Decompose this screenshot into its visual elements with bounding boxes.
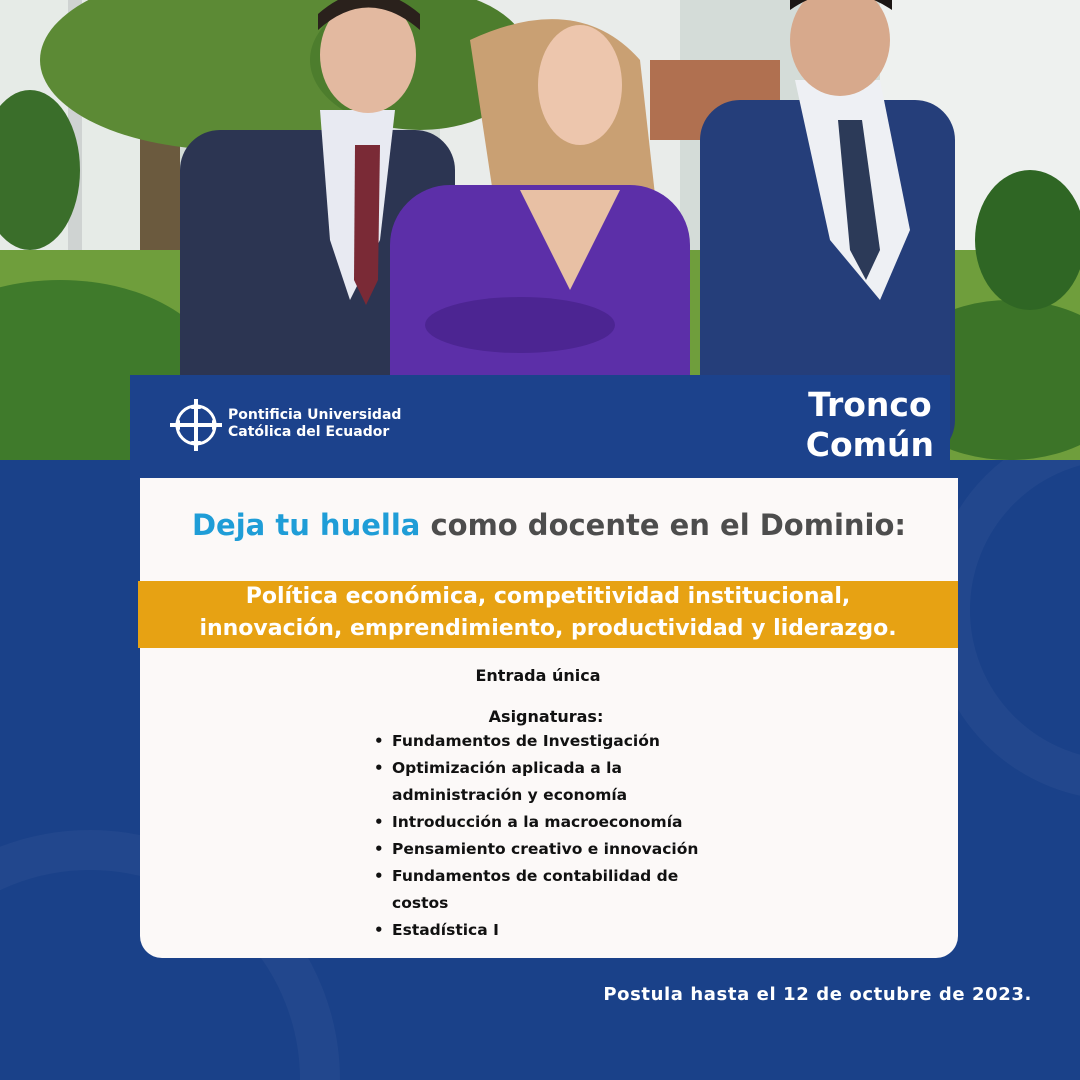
subject-item: • Pensamiento creativo e innovación — [372, 836, 712, 863]
header-bar — [130, 375, 950, 480]
headline-accent: Deja tu huella — [191, 508, 421, 542]
deadline-text: Postula hasta el 12 de octubre de 2023. — [603, 984, 1032, 1005]
university-name-line1: Pontificia Universidad — [228, 407, 402, 423]
subject-item: • Introducción a la macroeconomía — [372, 809, 712, 836]
subject-item: • Optimización aplicada a la administración y economía — [372, 755, 712, 809]
headline — [140, 508, 958, 542]
program-tag-line1: Tronco — [808, 385, 932, 424]
subject-item: • Estadística I — [372, 917, 712, 944]
subjects-list — [372, 728, 712, 944]
domain-text — [138, 581, 958, 645]
entry-type: Entrada única — [475, 666, 601, 685]
domain-band — [138, 581, 958, 648]
subject-item: • Fundamentos de contabilidad de costos — [372, 863, 712, 917]
university-name — [228, 407, 401, 441]
university-name-line2: Católica del Ecuador — [228, 424, 390, 440]
program-tag-line2: Común — [805, 425, 934, 464]
domain-text-line1: Política económica, competitividad institucional, — [245, 584, 851, 609]
subjects-title: Asignaturas: — [488, 707, 604, 726]
domain-text-line2: innovación, emprendimiento, productividad y liderazgo. — [199, 616, 897, 641]
subject-item: • Fundamentos de Investigación — [372, 728, 712, 755]
puce-logo-icon — [168, 397, 224, 453]
info-card — [140, 478, 958, 958]
headline-rest: como docente en el Dominio: — [420, 508, 906, 542]
program-tag — [806, 385, 934, 465]
